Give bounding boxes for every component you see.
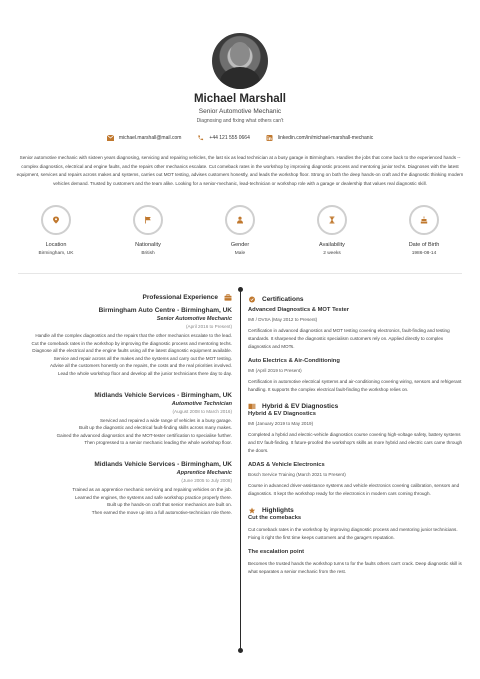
- job-bullet: Built up the hands-on craft that senior mechanics are built on.: [107, 502, 232, 508]
- fact-gender-value: Male: [234, 251, 246, 256]
- experience-heading: [20, 294, 232, 301]
- job-company: Birmingham Auto Centre - Birmingham, UK: [98, 307, 232, 314]
- training-item: [248, 411, 464, 455]
- candidate-title: Senior Automotive Mechanic: [198, 108, 282, 115]
- candidate-name: Michael Marshall: [193, 93, 287, 105]
- item-desc: Certification in automotive electrical systems and air-conditioning covering wiring, sensors and refrigerant handling. It supports the complex electrical fault-finding the workshop relies on.: [248, 379, 462, 392]
- item-title: Hybrid & EV Diagnostics: [248, 411, 316, 417]
- photo-head: [230, 42, 250, 66]
- fact-gender: [200, 205, 280, 256]
- certification-item: [248, 307, 464, 351]
- highlights-section: [248, 507, 464, 576]
- flag-icon: [144, 216, 152, 224]
- item-meta: IMI (April 2019 to Present): [248, 368, 302, 373]
- fact-availability-label: Availability: [319, 242, 345, 248]
- job-role: Automotive Technician: [171, 400, 232, 407]
- job-bullet: Then earned the move up into a full automotive-technician role there.: [91, 509, 232, 515]
- fact-availability-circle: [317, 205, 347, 235]
- fact-dob-circle: [409, 205, 439, 235]
- job-bullet: Serviced and repaired a wide range of vehicles in a busy garage.: [99, 417, 232, 423]
- personal-facts: [16, 205, 464, 256]
- person-icon: [236, 216, 244, 224]
- fact-availability-value: 2 weeks: [323, 251, 341, 256]
- item-title: ADAS & Vehicle Electronics: [248, 462, 325, 468]
- highlight-item: [248, 515, 464, 542]
- location-pin-icon: [52, 216, 60, 224]
- fact-location-value: Birmingham, UK: [38, 251, 74, 256]
- fact-location-circle: [41, 205, 71, 235]
- training-section: [248, 403, 464, 498]
- certification-item: [248, 358, 464, 394]
- job-entry: [20, 307, 232, 378]
- job-bullet: Cut the comeback rates in the workshop by improving the diagnostic process and mentoring techs.: [31, 340, 232, 346]
- job-role: Senior Automotive Mechanic: [156, 316, 232, 322]
- fact-availability: [292, 205, 372, 256]
- job-company: Midlands Vehicle Services - Birmingham, UK: [94, 391, 232, 399]
- timeline-dot-bottom: [238, 648, 243, 653]
- job-bullet: Gained the advanced diagnostics and the MOT-tester certification to specialise further.: [56, 432, 232, 438]
- fact-nationality: [108, 205, 188, 256]
- item-title: Auto Electrics & Air-Conditioning: [248, 358, 340, 364]
- star-icon: [248, 507, 256, 514]
- job-bullets: [20, 332, 232, 378]
- certifications-heading-text: Certifications: [262, 296, 304, 303]
- job-bullet: Built up the diagnostic and electrical fault-finding skills across many makes.: [79, 425, 232, 431]
- right-column: [248, 296, 464, 576]
- briefcase-icon: [224, 294, 232, 301]
- timeline-dot-top: [238, 287, 243, 292]
- contact-email-text: michael.marshall@mail.com: [118, 135, 182, 141]
- job-bullet: Trained as an apprentice mechanic servicing and repairing vehicles on the job.: [72, 486, 232, 492]
- fact-nationality-label: Nationality: [135, 242, 161, 248]
- item-desc: Course in advanced driver-assistance systems and vehicle electronics covering calibration, sensors and diagnostics. It kept the workshop ready for the electronics in modern cars coming through.: [248, 483, 460, 496]
- job-dates: (August 2008 to March 2016): [172, 408, 232, 414]
- profile-summary: Senior automotive mechanic with sixteen years diagnosing, servicing and repairing vehicles, the last six as lead technician at a busy garage in Birmingham. Handles the jobs that come back to the experienced hands -- complex diagnostics, electrical and engine faults, and the repairs other mechanics escalate. Cut comeback rates in the workshop by improving diagnostic process and mentoring junior techs. Diagnoses with the latest equipment, services and repairs across makes and systems, carries out MOT testing, advises customers honestly, and leads the workshop floor. Strong on both the deep hands-on craft and the diagnostic thinking modern vehicles demand. Trusted by customers and the team alike. Looking for a senior-mechanic, lead-technician or workshop role with a garage or dealership that values real diagnostic skill.: [16, 155, 464, 186]
- fact-dob: [384, 205, 464, 256]
- job-entry: [20, 392, 232, 447]
- photo-torso: [220, 67, 260, 89]
- item-meta: IMI / DVSA (May 2012 to Present): [248, 317, 318, 322]
- job-dates: (April 2016 to Present): [186, 324, 232, 329]
- contact-phone[interactable]: [197, 135, 249, 141]
- fact-location-label: Location: [45, 242, 67, 248]
- timeline-line: [240, 289, 241, 650]
- job-bullet: Diagnose all the electrical and the engine faults using all the latest diagnostic equipment available.: [32, 348, 232, 354]
- training-heading: [248, 403, 464, 410]
- section-divider: [18, 273, 462, 274]
- contact-email[interactable]: [107, 135, 182, 141]
- item-desc: Becomes the trusted hands the workshop turns to for the faults others can't crack. Deep diagnostic skill is what separates a senior mechanic from the rest.: [248, 561, 462, 574]
- item-desc: Certification in advanced diagnostics and MOT testing covering electronics, fault-finding and testing standards. It sharpened the diagnostic specialism customers rely on. Applied directly to complex diagnostics and MOTs.: [248, 328, 450, 349]
- job-bullet: Lead the whole workshop floor and develop all the junior technicians there day to day.: [57, 370, 232, 376]
- job-bullet: Then progressed to a senior mechanic leading the whole workshop floor.: [84, 440, 232, 446]
- contact-linkedin-text: linkedin.com/in/michael-marshall-mechanic: [277, 135, 374, 141]
- contact-bar: [0, 135, 480, 141]
- fact-nationality-circle: [133, 205, 163, 235]
- hourglass-icon: [328, 216, 336, 224]
- item-desc: Cut comeback rates in the workshop by improving diagnostic process and mentoring junior technicians. Fixing it right the first time keeps customers and the garage's reputation.: [248, 527, 458, 540]
- certifications-section: [248, 296, 464, 394]
- linkedin-icon: [266, 135, 273, 141]
- highlight-item: [248, 549, 464, 576]
- experience-column: [20, 294, 232, 516]
- item-title: The escalation point: [248, 549, 305, 555]
- certifications-heading: [248, 296, 464, 303]
- item-meta: IMI (January 2019 to May 2019): [248, 421, 314, 426]
- training-heading-text: Hybrid & EV Diagnostics: [262, 403, 339, 410]
- job-bullet: Service and repair across all the makes and the systems and carry out the MOT testing.: [53, 355, 232, 361]
- fact-dob-value: 1986-08-14: [411, 251, 437, 256]
- phone-icon: [197, 135, 204, 141]
- highlights-heading: [248, 507, 464, 514]
- fact-nationality-value: British: [141, 251, 155, 256]
- candidate-tagline: Diagnosing and fixing what others can't: [196, 118, 284, 124]
- cake-icon: [420, 216, 428, 224]
- envelope-icon: [107, 135, 114, 141]
- profile-photo: [212, 33, 268, 89]
- contact-linkedin[interactable]: [266, 135, 373, 141]
- item-title: Advanced Diagnostics & MOT Tester: [248, 307, 350, 313]
- highlights-heading-text: Highlights: [262, 507, 294, 514]
- experience-heading-text: Professional Experience: [142, 294, 218, 301]
- job-bullet: Advise all the customers honestly on the repairs, the costs and the real priorities involved.: [49, 363, 232, 369]
- job-bullet: Learned the engines, the systems and safe workshop practice properly there.: [74, 494, 232, 500]
- job-entry: [20, 461, 232, 516]
- job-bullets: [20, 486, 232, 516]
- job-bullets: [20, 417, 232, 447]
- job-company: Midlands Vehicle Services - Birmingham, UK: [94, 460, 232, 468]
- book-icon: [248, 403, 256, 410]
- fact-gender-label: Gender: [230, 242, 250, 248]
- item-meta: Bosch Service Training (March 2021 to Present): [248, 472, 346, 477]
- job-bullet: Handle all the complex diagnostics and the repairs that the other mechanics escalate to the lead.: [35, 333, 232, 338]
- contact-phone-text: +44 121 555 0664: [209, 135, 250, 141]
- item-desc: Completed a hybrid and electric-vehicle diagnostics course covering high-voltage safety, battery systems and EV fault-finding. It future-proofed the workshop's skills as more hybrid and electric cars came through the doors.: [248, 432, 463, 453]
- fact-dob-label: Date of Birth: [408, 242, 440, 248]
- job-dates: (June 2005 to July 2008): [181, 477, 232, 483]
- item-title: Cut the comebacks: [248, 515, 302, 521]
- job-role: Apprentice Mechanic: [176, 469, 232, 476]
- fact-gender-circle: [225, 205, 255, 235]
- training-item: [248, 462, 464, 498]
- fact-location: [16, 205, 96, 256]
- certificate-icon: [248, 296, 256, 303]
